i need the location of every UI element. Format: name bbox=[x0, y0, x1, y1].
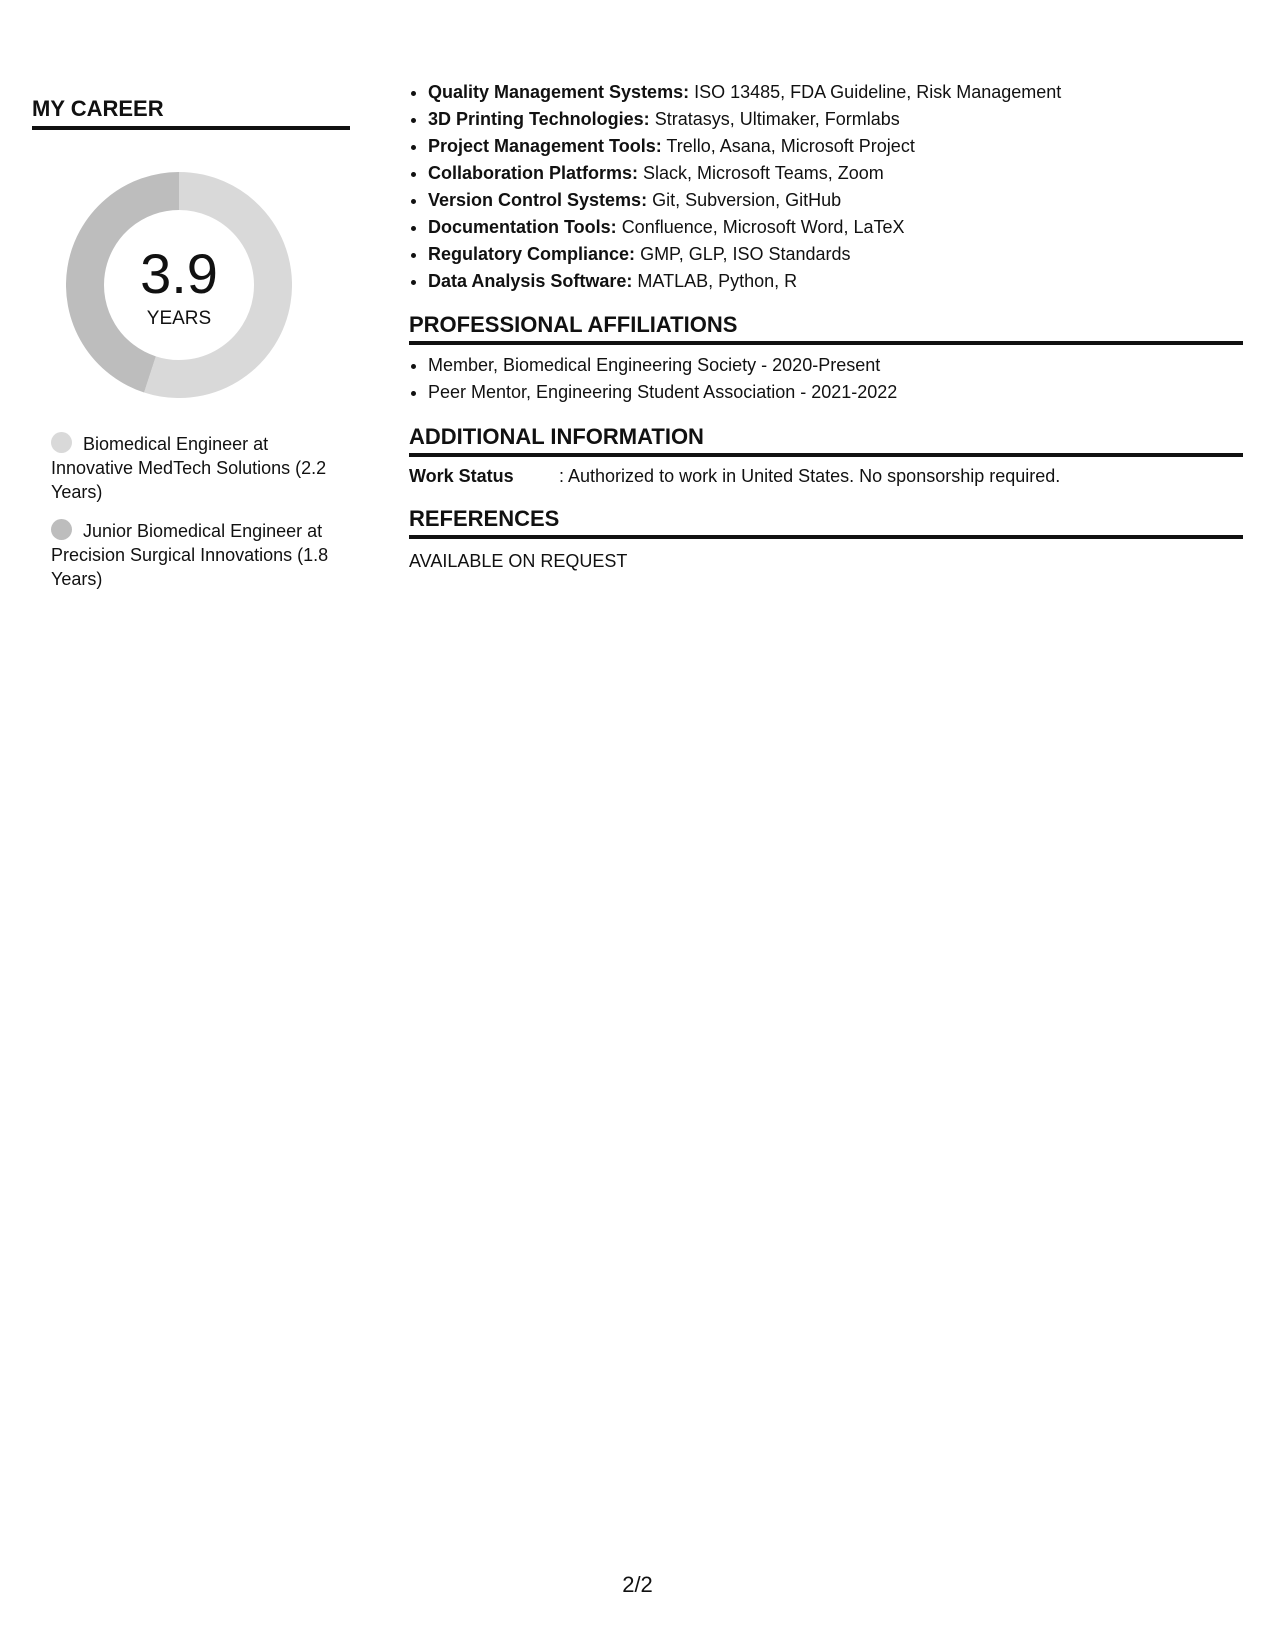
skill-value: GMP, GLP, ISO Standards bbox=[640, 244, 851, 264]
legend-item-role-1 bbox=[51, 432, 331, 504]
skill-label: Quality Management Systems: bbox=[428, 82, 690, 102]
skill-label: Data Analysis Software: bbox=[428, 271, 633, 291]
legend-dot-icon bbox=[51, 519, 72, 540]
career-total-unit: YEARS bbox=[146, 308, 212, 329]
skill-value: Confluence, Microsoft Word, LaTeX bbox=[621, 217, 905, 237]
references-text: AVAILABLE ON REQUEST bbox=[409, 551, 628, 571]
career-total-years: 3.9 bbox=[140, 242, 218, 305]
skill-label: Project Management Tools: bbox=[428, 136, 662, 156]
skill-value: Git, Subversion, GitHub bbox=[652, 190, 842, 210]
section-heading-affiliations: PROFESSIONAL AFFILIATIONS bbox=[409, 311, 1243, 345]
skill-value: Slack, Microsoft Teams, Zoom bbox=[643, 163, 884, 183]
skill-label: Version Control Systems: bbox=[428, 190, 648, 210]
references-section bbox=[409, 505, 1243, 573]
skill-value: Trello, Asana, Microsoft Project bbox=[666, 136, 915, 156]
skill-value: ISO 13485, FDA Guideline, Risk Management bbox=[694, 82, 1062, 102]
skill-item bbox=[428, 241, 1243, 268]
skill-value: Stratasys, Ultimaker, Formlabs bbox=[654, 109, 900, 129]
affiliations-list bbox=[409, 352, 1243, 406]
skill-item bbox=[428, 79, 1243, 106]
career-donut-chart bbox=[66, 172, 292, 398]
skill-value: MATLAB, Python, R bbox=[637, 271, 798, 291]
career-sidebar bbox=[32, 96, 350, 606]
career-heading: MY CAREER bbox=[32, 96, 350, 130]
info-value: : Authorized to work in United States. No sponsorship required. bbox=[559, 466, 1061, 486]
info-row-work-status bbox=[409, 464, 1243, 488]
skill-label: 3D Printing Technologies: bbox=[428, 109, 650, 129]
additional-info-section bbox=[409, 423, 1243, 488]
skill-label: Collaboration Platforms: bbox=[428, 163, 639, 183]
affiliation-item: • Peer Mentor, Engineering Student Association - 2021-2022 bbox=[428, 379, 1243, 406]
skill-label: Regulatory Compliance: bbox=[428, 244, 636, 264]
skill-item bbox=[428, 133, 1243, 160]
page-number: 2/2 bbox=[622, 1572, 653, 1597]
affiliation-item: • Member, Biomedical Engineering Society - 2020-Present bbox=[428, 352, 1243, 379]
skill-item bbox=[428, 106, 1243, 133]
main-content bbox=[409, 79, 1243, 573]
section-heading-additional: ADDITIONAL INFORMATION bbox=[409, 423, 1243, 457]
affiliations-section bbox=[409, 311, 1243, 406]
legend-dot-icon bbox=[51, 432, 72, 453]
skill-item bbox=[428, 214, 1243, 241]
skill-item bbox=[428, 187, 1243, 214]
skill-item bbox=[428, 160, 1243, 187]
skill-label: Documentation Tools: bbox=[428, 217, 617, 237]
skill-item bbox=[428, 268, 1243, 295]
legend-label: Junior Biomedical Engineer at Precision Surgical Innovations (1.8 Years) bbox=[51, 521, 329, 589]
legend-item-role-2 bbox=[51, 519, 331, 591]
section-heading-references: REFERENCES bbox=[409, 505, 1243, 539]
career-legend bbox=[51, 432, 331, 591]
skills-list bbox=[409, 79, 1243, 295]
info-key: Work Status bbox=[409, 466, 514, 486]
legend-label: Biomedical Engineer at Innovative MedTech Solutions (2.2 Years) bbox=[51, 434, 327, 502]
